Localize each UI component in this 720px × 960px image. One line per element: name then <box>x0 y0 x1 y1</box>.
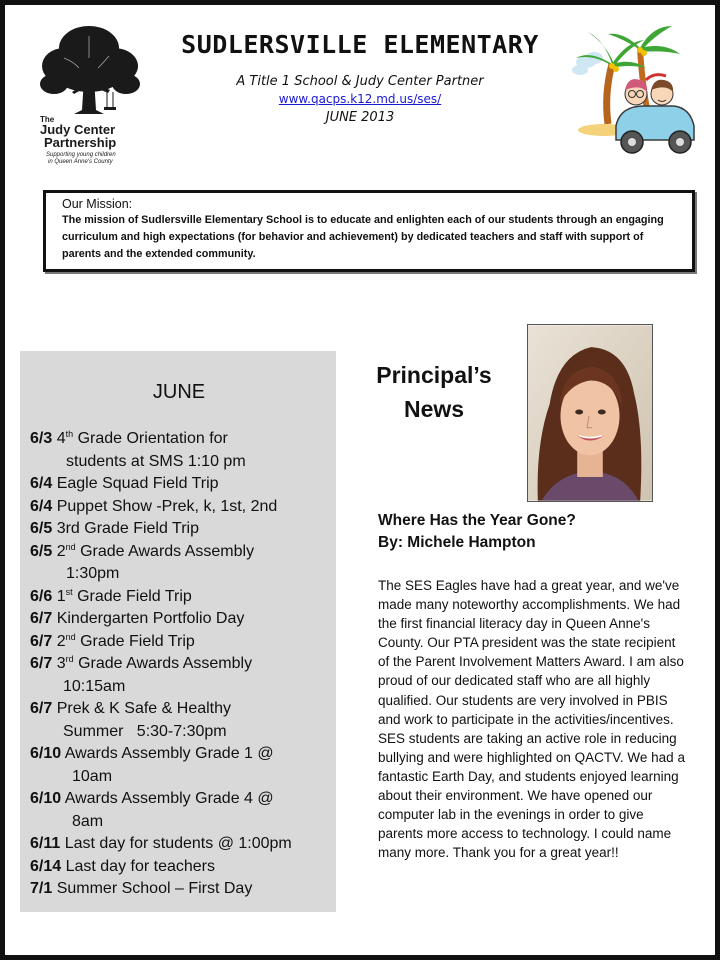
event-text-rest: Grade Orientation for <box>73 430 228 447</box>
event-text-continued: Summer 5:30-7:30pm <box>63 722 227 740</box>
event-date: 6/11 <box>30 835 61 852</box>
logo-text-the: The <box>40 115 55 124</box>
judy-center-logo <box>34 18 144 166</box>
event-date: 6/4 <box>30 497 53 515</box>
event-date: 6/6 <box>30 587 53 605</box>
event-date: 6/3 <box>30 430 53 447</box>
logo-text-partnership: Partnership <box>44 135 117 150</box>
event-date: 6/7 <box>30 655 53 672</box>
event-text: Eagle Squad Field Trip <box>56 475 219 492</box>
event-text: 3rd Grade Field Trip <box>56 520 199 537</box>
article-title: Where Has the Year Gone? <box>378 512 576 529</box>
calendar-event <box>30 698 328 743</box>
event-text: 1 <box>56 587 66 605</box>
mission-box <box>43 190 695 272</box>
event-ordinal-suffix: st <box>65 586 73 597</box>
logo-tagline-1: Supporting young children <box>46 152 116 158</box>
mission-text: The mission of Sudlersville Elementary School is to educate and enlighten each of our students through an engaging curriculum and high expectations (for behavior and achievement) by dedicated teachers and staff with support of parents and the extended community. <box>62 214 664 260</box>
event-text-continued: students at SMS 1:10 pm <box>66 452 246 470</box>
june-calendar <box>20 351 336 912</box>
calendar-event <box>30 541 328 586</box>
event-text-rest: Grade Awards Assembly <box>73 655 253 672</box>
calendar-event <box>30 743 328 788</box>
event-text: Puppet Show -Prek, k, 1st, 2nd <box>56 497 278 515</box>
event-text: Last day for teachers <box>65 857 216 875</box>
event-text-continued: 10:15am <box>63 677 126 695</box>
event-text: 2 <box>56 542 66 560</box>
event-text: 2 <box>56 632 66 650</box>
event-text-rest: Grade Field Trip <box>75 632 195 650</box>
mission-heading: Our Mission: <box>62 197 133 211</box>
calendar-event <box>30 428 328 473</box>
event-text-rest: Grade Awards Assembly <box>75 542 255 560</box>
calendar-event-list <box>30 428 328 901</box>
event-date: 6/5 <box>30 542 53 560</box>
event-text-rest: Grade Field Trip <box>72 587 192 605</box>
event-text: Last day for students @ 1:00pm <box>64 835 292 852</box>
calendar-event <box>30 788 328 833</box>
article-body: The SES Eagles have had a great year, and we've made many noteworthy accomplishments. We had the first financial literacy day in Queen Anne's County. Our PTA president was the state recipient of the Parent Involvement Matters Award. I am also proud of our dedicated staff who are all highly qualified. Our students are very involved in PBIS and work to participate in the activities/incentives. SES students are taking an active role in reducing bullying and were highlighted on QACTV. We had a fantastic Earth Day, and students enjoyed learning about their environment. We have opened our computer lab in the evenings in order to give parents more access to technology. I could name many more. Thank you for a great year!! <box>378 578 685 861</box>
article-byline: By: Michele Hampton <box>378 534 536 551</box>
event-text-continued: 10am <box>72 767 113 785</box>
event-date: 6/10 <box>30 745 62 762</box>
event-text: 4 <box>56 430 66 447</box>
logo-tagline-2: in Queen Anne's County <box>48 159 113 165</box>
calendar-event <box>30 586 328 609</box>
event-text-continued: 1:30pm <box>66 565 120 582</box>
calendar-event <box>30 631 328 654</box>
event-ordinal-suffix: th <box>65 429 74 439</box>
event-text-continued: 8am <box>72 812 104 830</box>
event-ordinal-suffix: rd <box>65 654 74 664</box>
event-ordinal-suffix: nd <box>65 541 76 552</box>
event-date: 6/7 <box>30 632 53 650</box>
calendar-event <box>30 653 328 698</box>
principals-news-heading <box>364 358 504 426</box>
principals-news-heading-line1: Principal’s <box>376 362 492 388</box>
issue-date: JUNE 2013 <box>325 110 395 125</box>
event-text: Kindergarten Portfolio Day <box>56 610 245 627</box>
principals-news-heading-line2: News <box>403 396 465 422</box>
event-text: Awards Assembly Grade 1 @ <box>64 745 274 762</box>
calendar-event <box>30 496 328 519</box>
event-date: 6/7 <box>30 700 53 717</box>
event-text: Summer School – First Day <box>56 880 253 897</box>
summer-car-clipart <box>568 14 708 164</box>
event-date: 6/14 <box>30 857 62 875</box>
event-date: 6/10 <box>30 790 62 807</box>
school-subtitle: A Title 1 School & Judy Center Partner <box>236 74 484 89</box>
calendar-event <box>30 608 328 631</box>
calendar-title: JUNE <box>152 381 206 403</box>
school-website-link[interactable]: www.qacps.k12.md.us/ses/ <box>278 92 442 106</box>
event-text: Awards Assembly Grade 4 @ <box>64 790 274 807</box>
calendar-event <box>30 833 328 856</box>
calendar-event <box>30 518 328 541</box>
event-date: 6/4 <box>30 475 53 492</box>
event-ordinal-suffix: nd <box>65 631 76 642</box>
event-date: 6/5 <box>30 520 53 537</box>
calendar-event <box>30 473 328 496</box>
article-header <box>378 510 698 554</box>
logo-text-judy-center: Judy Center <box>40 122 116 137</box>
event-text: Prek & K Safe & Healthy <box>56 700 232 717</box>
event-date: 7/1 <box>30 880 53 897</box>
calendar-event <box>30 856 328 879</box>
school-name: SUDLERSVILLE ELEMENTARY <box>181 30 539 59</box>
calendar-event <box>30 878 328 901</box>
event-text: 3 <box>56 655 66 672</box>
principal-photo <box>527 324 653 502</box>
event-date: 6/7 <box>30 610 53 627</box>
